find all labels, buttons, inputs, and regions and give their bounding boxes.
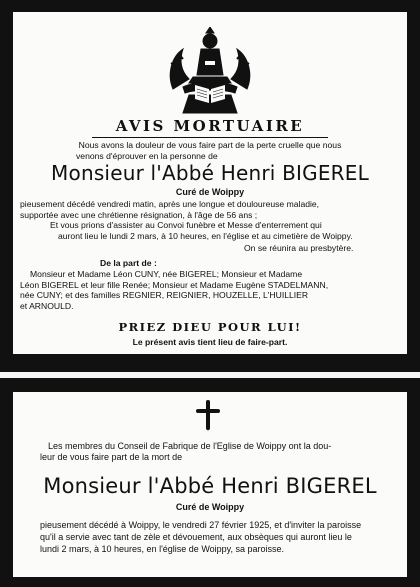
black-border-top <box>0 0 420 12</box>
deceased-role: Curé de Woippy <box>175 502 245 512</box>
black-border-right <box>407 0 420 372</box>
family-line: Léon BIGEREL et leur fille Renée; Monsieur et Madame Eugène STADELMANN, <box>20 279 329 290</box>
family-line: et ARNOULD. <box>20 300 74 311</box>
cross-icon <box>196 400 220 432</box>
body-line: Et vous prions d'assister au Convoi funèbre et Messe d'enterrement qui <box>50 220 322 231</box>
intro-line: Les membres du Conseil de Fabrique de l'Eglise de Woippy ont la dou- <box>48 441 332 451</box>
separator-band <box>0 354 420 364</box>
deceased-name: Monsieur l'Abbé Henri BIGEREL <box>51 161 369 185</box>
meeting-note: On se réunira au presbytère. <box>244 243 354 253</box>
funeral-emblem-icon <box>165 27 255 115</box>
black-border-bottom <box>0 577 420 587</box>
heading-rule <box>92 137 328 138</box>
notice-heading: AVIS MORTUAIRE <box>115 117 305 135</box>
prayer-line: PRIEZ DIEU POUR LUI! <box>118 320 302 334</box>
body-line: pieusement décédé vendredi matin, après une longue et douloureuse maladie, <box>20 199 320 209</box>
intro-line: Nous avons la douleur de vous faire part de la perte cruelle que nous <box>78 140 342 150</box>
footer-note: Le présent avis tient lieu de faire-part. <box>132 337 288 347</box>
body-line: lundi 2 mars, à 10 heures, en l'église de Woippy, sa paroisse. <box>40 544 285 554</box>
body-line: auront lieu le lundi 2 mars, à 10 heures, en l'église et au cimetière de Woippy. <box>58 230 353 241</box>
family-line: née CUNY; et des familles REGNIER, REIGNIER, HOUZELLE, L'HUILLIER <box>20 290 309 301</box>
family-line: Monsieur et Madame Léon CUNY, née BIGEREL; Monsieur et Madame <box>30 269 303 279</box>
body-line: supportée avec une chrétienne résignation, à l'âge de 56 ans ; <box>20 209 258 220</box>
body-line: pieusement décédé à Woippy, le vendredi 27 février 1925, et d'inviter la paroisse <box>40 520 362 530</box>
black-border-top <box>0 378 420 392</box>
from-label: De la part de : <box>100 258 157 268</box>
deceased-role: Curé de Woippy <box>175 187 245 197</box>
intro-line: venons d'éprouver en la personne de <box>76 151 218 161</box>
deceased-name: Monsieur l'Abbé Henri BIGEREL <box>43 474 377 498</box>
intro-line: leur de vous faire part de la mort de <box>40 451 183 462</box>
black-border-left <box>0 0 13 372</box>
body-line: qu'il a servie avec tant de zèle et dévouement, aux obsèques qui auront lieu le <box>40 532 352 542</box>
